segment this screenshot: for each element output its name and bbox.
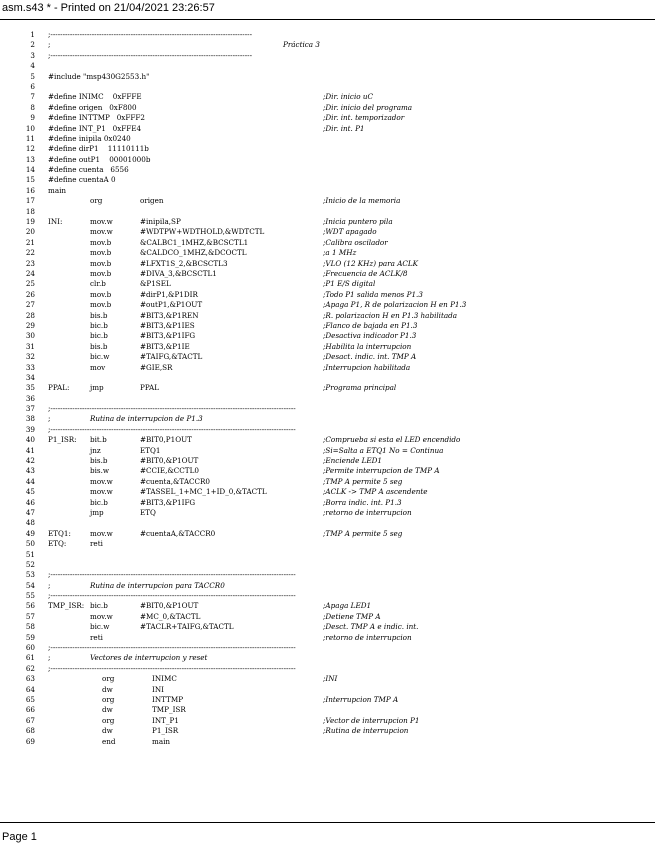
code-operand: #BIT3,&P1IFG bbox=[140, 331, 196, 341]
line-number: 7 bbox=[30, 92, 35, 102]
code-operand: INTTMP bbox=[152, 695, 184, 704]
code-line bbox=[0, 196, 655, 206]
code-label: TMP_ISR: bbox=[48, 601, 85, 611]
code-comment: ;retorno de interrupcion bbox=[323, 507, 412, 517]
line-number: 42 bbox=[25, 456, 35, 466]
code-label: ;----------------------------------------------------------------------------------------------------- bbox=[48, 663, 296, 673]
line-number: 57 bbox=[25, 611, 35, 621]
code-label: #define cuenta 6556 bbox=[48, 165, 129, 175]
line-number: 21 bbox=[25, 237, 35, 247]
code-line bbox=[0, 737, 655, 747]
line-number: 31 bbox=[25, 341, 35, 351]
code-comment: ;Interrupcion habilitada bbox=[323, 362, 411, 372]
code-comment: ;Vector de interrupcion P1 bbox=[323, 715, 420, 725]
code-mnemonic: jnz bbox=[90, 445, 101, 455]
code-line bbox=[0, 622, 655, 632]
code-line bbox=[0, 61, 655, 71]
code-comment: ;Dir. inicio del programa bbox=[323, 102, 413, 112]
code-label: ; bbox=[48, 414, 51, 424]
code-line bbox=[0, 643, 655, 653]
line-number: 36 bbox=[25, 393, 35, 403]
code-line bbox=[0, 363, 655, 373]
line-number: 37 bbox=[25, 404, 35, 414]
code-mnemonic: dw bbox=[102, 726, 113, 736]
line-number: 61 bbox=[25, 653, 35, 663]
code-comment: ;Dir. int. P1 bbox=[323, 123, 365, 133]
line-number: 24 bbox=[25, 268, 35, 278]
code-comment: ;P1 E/S digital bbox=[323, 279, 376, 289]
code-comment: ;TMP A permite 5 seg bbox=[323, 528, 403, 538]
code-label: #include "msp430G2553.h" bbox=[48, 71, 150, 81]
header-rule bbox=[0, 19, 655, 20]
code-line bbox=[0, 342, 655, 352]
code-operand: #BIT0,&P1OUT bbox=[140, 601, 199, 611]
line-number: 53 bbox=[25, 570, 35, 580]
code-operand: #WDTPW+WDTHOLD,&WDTCTL bbox=[140, 227, 265, 237]
line-number: 23 bbox=[25, 258, 35, 268]
line-number: 32 bbox=[25, 352, 35, 362]
code-label: #define inipila 0x0240 bbox=[48, 133, 131, 143]
code-line bbox=[0, 570, 655, 580]
code-line bbox=[0, 248, 655, 258]
line-number: 63 bbox=[25, 674, 35, 684]
code-label: INI: bbox=[48, 217, 63, 227]
code-label: ;----------------------------------------------------------------------------------- bbox=[48, 30, 252, 39]
code-comment: ;Comprueba si esta el LED encendido bbox=[323, 435, 461, 445]
line-number: 13 bbox=[25, 154, 35, 164]
code-label: main bbox=[48, 185, 67, 195]
code-line bbox=[0, 217, 655, 227]
code-mnemonic: mov.b bbox=[90, 237, 112, 247]
code-comment: ;Dir. inicio uC bbox=[323, 92, 373, 102]
line-number: 4 bbox=[30, 61, 35, 71]
code-mnemonic: reti bbox=[90, 539, 103, 549]
code-line bbox=[0, 82, 655, 92]
line-number: 49 bbox=[25, 528, 35, 538]
code-line bbox=[0, 705, 655, 715]
code-operand: main bbox=[152, 736, 171, 746]
line-number: 44 bbox=[25, 476, 35, 486]
code-line bbox=[0, 508, 655, 518]
code-comment: ;VLO (12 KHz) para ACLK bbox=[323, 258, 419, 268]
code-comment: ;Apaga P1, R de polarizacion H en P1.3 bbox=[323, 300, 467, 310]
code-comment: ;Inicia puntero pila bbox=[323, 217, 393, 227]
code-label: #define INTTMP 0xFFF2 bbox=[48, 113, 145, 123]
code-line bbox=[0, 30, 655, 40]
code-line bbox=[0, 383, 655, 393]
code-mnemonic: bic.b bbox=[90, 320, 108, 330]
line-number: 34 bbox=[25, 372, 35, 382]
code-operand: #BIT3,&P1IFG bbox=[140, 497, 196, 507]
line-number: 35 bbox=[25, 383, 35, 393]
line-number: 26 bbox=[25, 289, 35, 299]
code-listing bbox=[0, 30, 655, 747]
code-operand: #LFXT1S_2,&BCSCTL3 bbox=[140, 258, 228, 268]
code-label: #define INT_P1 0xFFE4 bbox=[48, 123, 142, 133]
code-comment: ;Inicio de la memoria bbox=[323, 196, 401, 206]
code-line bbox=[0, 653, 655, 663]
code-line bbox=[0, 446, 655, 456]
code-operand: #cuenta,&TACCR0 bbox=[140, 476, 210, 486]
code-mnemonic: org bbox=[102, 715, 115, 725]
code-line bbox=[0, 664, 655, 674]
code-operand: TMP_ISR bbox=[152, 705, 186, 715]
code-mnemonic: mov.w bbox=[90, 476, 113, 486]
code-line bbox=[0, 591, 655, 601]
line-number: 10 bbox=[25, 123, 35, 133]
code-line bbox=[0, 498, 655, 508]
code-operand: #CCIE,&CCTL0 bbox=[140, 466, 199, 476]
line-number: 6 bbox=[30, 81, 35, 91]
code-line bbox=[0, 726, 655, 736]
code-operand: #BIT3,&P1IES bbox=[140, 320, 195, 330]
code-line bbox=[0, 601, 655, 611]
code-line bbox=[0, 144, 655, 154]
code-line bbox=[0, 456, 655, 466]
code-comment: ;Permite interrupcion de TMP A bbox=[323, 466, 440, 476]
line-number: 48 bbox=[25, 518, 35, 528]
line-number: 47 bbox=[25, 507, 35, 517]
code-operand: origen bbox=[140, 196, 164, 206]
code-operand: &CALDCO_1MHZ,&DCOCTL bbox=[140, 248, 247, 258]
code-line bbox=[0, 321, 655, 331]
line-number: 20 bbox=[25, 227, 35, 237]
line-number: 68 bbox=[25, 726, 35, 736]
code-label: #define INIMC 0xFFFE bbox=[48, 92, 142, 102]
section-title: Rutina de interrupcion de P1.3 bbox=[90, 414, 203, 424]
code-line bbox=[0, 103, 655, 113]
line-number: 19 bbox=[25, 217, 35, 227]
line-number: 54 bbox=[25, 580, 35, 590]
code-operand: PPAL bbox=[140, 383, 159, 393]
code-mnemonic: bic.w bbox=[90, 352, 110, 362]
code-mnemonic: org bbox=[90, 196, 103, 206]
code-comment: ;TMP A permite 5 seg bbox=[323, 476, 403, 486]
line-number: 2 bbox=[30, 40, 35, 50]
code-line bbox=[0, 394, 655, 404]
code-line bbox=[0, 612, 655, 622]
code-operand: INT_P1 bbox=[152, 715, 179, 725]
code-label: ;----------------------------------------------------------------------------------------------------- bbox=[48, 404, 296, 414]
code-line bbox=[0, 124, 655, 134]
code-comment: ;retorno de interrupcion bbox=[323, 632, 412, 642]
code-line bbox=[0, 311, 655, 321]
code-comment: ;Si=Salta a ETQ1 No = Continua bbox=[323, 445, 444, 455]
line-number: 62 bbox=[25, 663, 35, 673]
code-mnemonic: org bbox=[102, 674, 115, 684]
code-operand: #MC_0,&TACTL bbox=[140, 611, 201, 621]
line-number: 28 bbox=[25, 310, 35, 320]
code-comment: ;ACLK -> TMP A ascendente bbox=[323, 487, 428, 497]
code-mnemonic: mov.w bbox=[90, 611, 113, 621]
code-mnemonic: bis.b bbox=[90, 310, 108, 320]
code-operand: #BIT0,&P1OUT bbox=[140, 456, 199, 466]
code-operand: #TASSEL_1+MC_1+ID_0,&TACTL bbox=[140, 487, 267, 497]
code-mnemonic: mov.b bbox=[90, 248, 112, 258]
code-line bbox=[0, 331, 655, 341]
line-number: 45 bbox=[25, 487, 35, 497]
code-comment: ;Desact. indic. int. TMP A bbox=[323, 352, 417, 362]
line-number: 64 bbox=[25, 684, 35, 694]
code-label: ETQ1: bbox=[48, 528, 71, 538]
code-comment: ;Calibra oscilador bbox=[323, 237, 388, 247]
code-comment: ;Programa principal bbox=[323, 383, 397, 393]
code-operand: &P1SEL bbox=[140, 279, 171, 289]
code-mnemonic: bic.b bbox=[90, 601, 108, 611]
line-number: 27 bbox=[25, 300, 35, 310]
code-line bbox=[0, 259, 655, 269]
code-line bbox=[0, 550, 655, 560]
code-label: #define cuentaA 0 bbox=[48, 175, 116, 185]
code-operand: #inipila,SP bbox=[140, 217, 181, 227]
code-label: ;----------------------------------------------------------------------------------------------------- bbox=[48, 591, 296, 601]
code-mnemonic: reti bbox=[90, 632, 103, 642]
line-number: 1 bbox=[30, 30, 35, 39]
code-operand: #TACLR+TAIFG,&TACTL bbox=[140, 622, 234, 632]
code-mnemonic: mov.w bbox=[90, 217, 113, 227]
code-line bbox=[0, 40, 655, 50]
code-label: PPAL: bbox=[48, 383, 70, 393]
code-label: ETQ: bbox=[48, 539, 67, 549]
code-line bbox=[0, 186, 655, 196]
code-label: ; bbox=[48, 653, 51, 663]
code-line bbox=[0, 518, 655, 528]
code-comment: ;a 1 MHz bbox=[323, 248, 357, 258]
line-number: 33 bbox=[25, 362, 35, 372]
code-label: ; bbox=[48, 40, 51, 50]
code-mnemonic: bis.b bbox=[90, 456, 108, 466]
code-comment: ;Apaga LED1 bbox=[323, 601, 372, 611]
code-label: #define origen 0xF800 bbox=[48, 102, 137, 112]
code-mnemonic: jmp bbox=[90, 383, 104, 393]
code-mnemonic: bic.b bbox=[90, 497, 108, 507]
code-mnemonic: mov.b bbox=[90, 258, 112, 268]
code-line bbox=[0, 113, 655, 123]
code-operand: #BIT0,P1OUT bbox=[140, 435, 192, 445]
line-number: 17 bbox=[25, 196, 35, 206]
code-mnemonic: mov.w bbox=[90, 227, 113, 237]
code-mnemonic: bis.b bbox=[90, 341, 108, 351]
code-operand: #outP1,&P1OUT bbox=[140, 300, 203, 310]
code-comment: ;Desactiva indicador P1.3 bbox=[323, 331, 417, 341]
line-number: 5 bbox=[30, 71, 35, 81]
code-comment: ;Rutina de interrupcion bbox=[323, 726, 409, 736]
code-mnemonic: end bbox=[102, 736, 116, 746]
code-comment: Práctica 3 bbox=[283, 40, 320, 50]
code-line bbox=[0, 279, 655, 289]
line-number: 66 bbox=[25, 705, 35, 715]
line-number: 50 bbox=[25, 539, 35, 549]
line-number: 65 bbox=[25, 695, 35, 704]
line-number: 51 bbox=[25, 549, 35, 559]
line-number: 9 bbox=[30, 113, 35, 123]
code-operand: INI bbox=[152, 684, 164, 694]
code-operand: #dirP1,&P1DIR bbox=[140, 289, 198, 299]
code-mnemonic: org bbox=[102, 695, 115, 704]
code-mnemonic: bit.b bbox=[90, 435, 107, 445]
code-line bbox=[0, 487, 655, 497]
code-mnemonic: dw bbox=[102, 705, 113, 715]
line-number: 38 bbox=[25, 414, 35, 424]
line-number: 3 bbox=[30, 50, 35, 60]
code-line bbox=[0, 633, 655, 643]
code-mnemonic: mov.w bbox=[90, 487, 113, 497]
print-header: asm.s43 * - Printed on 21/04/2021 23:26:57 bbox=[2, 2, 215, 14]
code-operand: INIMC bbox=[152, 674, 177, 684]
code-line bbox=[0, 269, 655, 279]
code-line bbox=[0, 560, 655, 570]
code-operand: #cuentaA,&TACCR0 bbox=[140, 528, 216, 538]
code-label: ;----------------------------------------------------------------------------------------------------- bbox=[48, 570, 296, 580]
code-line bbox=[0, 685, 655, 695]
code-label: #define outP1 00001000b bbox=[48, 154, 151, 164]
code-line bbox=[0, 404, 655, 414]
footer-rule bbox=[0, 822, 655, 823]
line-number: 15 bbox=[25, 175, 35, 185]
code-line bbox=[0, 716, 655, 726]
code-line bbox=[0, 674, 655, 684]
code-mnemonic: jmp bbox=[90, 507, 104, 517]
code-operand: #GIE,SR bbox=[140, 362, 173, 372]
code-comment: ;Enciende LED1 bbox=[323, 456, 382, 466]
code-mnemonic: dw bbox=[102, 684, 113, 694]
line-number: 52 bbox=[25, 559, 35, 569]
code-label: ; bbox=[48, 580, 51, 590]
code-line bbox=[0, 435, 655, 445]
code-operand: #BIT3,&P1REN bbox=[140, 310, 199, 320]
code-comment: ;Flanco de bajada en P1.3 bbox=[323, 320, 418, 330]
code-line bbox=[0, 695, 655, 705]
code-line bbox=[0, 290, 655, 300]
code-operand: &CALBC1_1MHZ,&BCSCTL1 bbox=[140, 237, 249, 247]
line-number: 16 bbox=[25, 185, 35, 195]
line-number: 58 bbox=[25, 622, 35, 632]
section-title: Rutina de interrupcion para TACCR0 bbox=[90, 580, 225, 590]
code-line bbox=[0, 238, 655, 248]
code-line bbox=[0, 352, 655, 362]
code-comment: ;Dir. int. temporizador bbox=[323, 113, 405, 123]
code-line bbox=[0, 51, 655, 61]
code-mnemonic: bic.b bbox=[90, 331, 108, 341]
code-operand: ETQ bbox=[140, 507, 156, 517]
code-label: #define dirP1 11110111b bbox=[48, 144, 149, 154]
code-operand: #BIT3,&P1IE bbox=[140, 341, 190, 351]
code-line bbox=[0, 414, 655, 424]
code-comment: ;Detiene TMP A bbox=[323, 611, 381, 621]
code-mnemonic: mov.w bbox=[90, 528, 113, 538]
code-operand: #DIVA_3,&BCSCTL1 bbox=[140, 268, 217, 278]
line-number: 46 bbox=[25, 497, 35, 507]
code-label: ;----------------------------------------------------------------------------------------------------- bbox=[48, 424, 296, 434]
code-line bbox=[0, 581, 655, 591]
code-comment: ;Frecuencia de ACLK/8 bbox=[323, 268, 408, 278]
line-number: 59 bbox=[25, 632, 35, 642]
code-line bbox=[0, 175, 655, 185]
code-line bbox=[0, 134, 655, 144]
line-number: 67 bbox=[25, 715, 35, 725]
code-mnemonic: bic.w bbox=[90, 622, 110, 632]
line-number: 18 bbox=[25, 206, 35, 216]
code-line bbox=[0, 72, 655, 82]
line-number: 60 bbox=[25, 643, 35, 653]
code-line bbox=[0, 477, 655, 487]
code-mnemonic: mov.b bbox=[90, 289, 112, 299]
line-number: 56 bbox=[25, 601, 35, 611]
code-mnemonic: mov.b bbox=[90, 300, 112, 310]
code-line bbox=[0, 300, 655, 310]
line-number: 39 bbox=[25, 424, 35, 434]
code-mnemonic: mov bbox=[90, 362, 106, 372]
code-line bbox=[0, 425, 655, 435]
code-label: P1_ISR: bbox=[48, 435, 77, 445]
code-mnemonic: mov.b bbox=[90, 268, 112, 278]
line-number: 43 bbox=[25, 466, 35, 476]
code-line bbox=[0, 92, 655, 102]
line-number: 29 bbox=[25, 320, 35, 330]
code-comment: ;INI bbox=[323, 674, 338, 684]
line-number: 8 bbox=[30, 102, 35, 112]
line-number: 55 bbox=[25, 591, 35, 601]
line-number: 40 bbox=[25, 435, 35, 445]
code-line bbox=[0, 373, 655, 383]
code-line bbox=[0, 165, 655, 175]
line-number: 25 bbox=[25, 279, 35, 289]
code-comment: ;Todo P1 salida menos P1.3 bbox=[323, 289, 423, 299]
code-mnemonic: clr.b bbox=[90, 279, 106, 289]
code-line bbox=[0, 529, 655, 539]
code-line bbox=[0, 466, 655, 476]
line-number: 11 bbox=[25, 133, 35, 143]
line-number: 12 bbox=[25, 144, 35, 154]
code-comment: ;Borra indic. int. P1.3 bbox=[323, 497, 402, 507]
line-number: 14 bbox=[25, 165, 35, 175]
code-comment: ;Habilita la interrupcion bbox=[323, 341, 412, 351]
line-number: 30 bbox=[25, 331, 35, 341]
code-line bbox=[0, 207, 655, 217]
code-comment: ;WDT apagado bbox=[323, 227, 377, 237]
code-operand: #TAIFG,&TACTL bbox=[140, 352, 203, 362]
code-label: ;----------------------------------------------------------------------------------------------------- bbox=[48, 643, 296, 653]
code-comment: ;Interrupcion TMP A bbox=[323, 695, 399, 704]
code-comment: ;Desct. TMP A e indic. int. bbox=[323, 622, 419, 632]
section-title: Vectores de interrupcion y reset bbox=[90, 653, 208, 663]
code-line bbox=[0, 155, 655, 165]
code-mnemonic: bis.w bbox=[90, 466, 110, 476]
line-number: 41 bbox=[25, 445, 35, 455]
code-line bbox=[0, 539, 655, 549]
code-operand: ETQ1 bbox=[140, 445, 161, 455]
line-number: 69 bbox=[25, 736, 35, 746]
code-label: ;----------------------------------------------------------------------------------- bbox=[48, 50, 252, 60]
line-number: 22 bbox=[25, 248, 35, 258]
code-line bbox=[0, 227, 655, 237]
code-operand: P1_ISR bbox=[152, 726, 179, 736]
code-comment: ;R. polarizacion H en P1.3 habilitada bbox=[323, 310, 458, 320]
page-footer: Page 1 bbox=[2, 831, 37, 843]
